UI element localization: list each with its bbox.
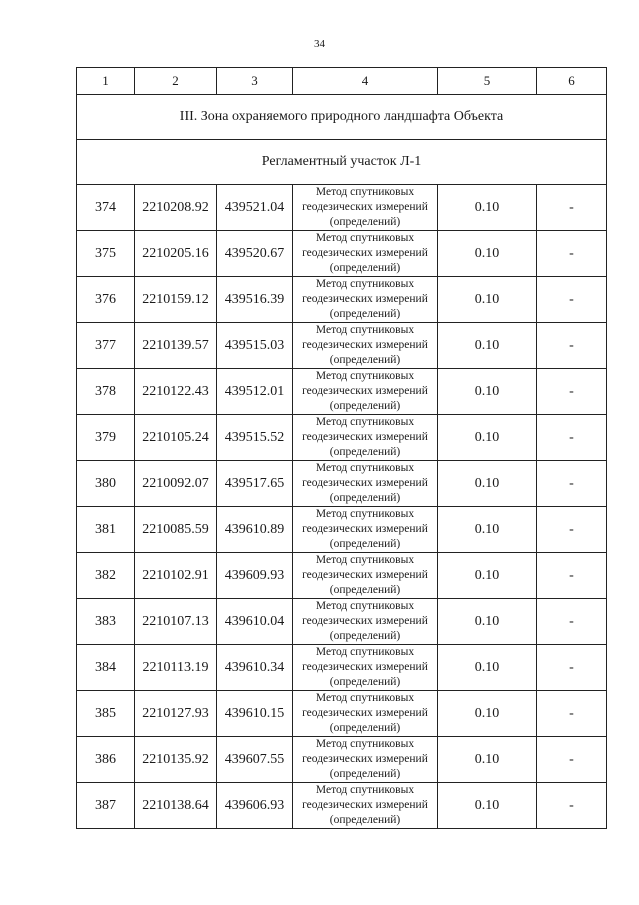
accuracy-cell: 0.10 [438,599,537,645]
column-header: 1 [77,68,135,95]
method-cell [293,645,438,691]
point-number-cell: 387 [77,783,135,829]
method-line: Метод спутниковых [315,232,415,244]
column-header: 3 [217,68,293,95]
method-cell [293,415,438,461]
method-line: Метод спутниковых [315,186,415,198]
point-number-cell: 381 [77,507,135,553]
method-line: геодезических измерений [302,201,428,213]
page-number: 34 [314,38,325,50]
table-row [77,553,607,599]
x-coordinate-cell: 2210107.13 [135,599,217,645]
note-cell: - [537,231,607,277]
note-cell: - [537,599,607,645]
method-cell [293,553,438,599]
method-cell [293,461,438,507]
note-cell: - [537,415,607,461]
y-coordinate-cell: 439515.52 [217,415,293,461]
method-line: (определений) [329,492,401,504]
method-line: геодезических измерений [302,615,428,627]
accuracy-cell: 0.10 [438,553,537,599]
note-cell: - [537,277,607,323]
y-coordinate-cell: 439521.04 [217,185,293,231]
method-line: Метод спутниковых [315,462,415,474]
method-line: геодезических измерений [302,661,428,673]
method-line: (определений) [329,630,401,642]
point-number-cell: 375 [77,231,135,277]
method-line: (определений) [329,262,401,274]
method-cell [293,231,438,277]
method-line: геодезических измерений [302,293,428,305]
method-line: (определений) [329,814,401,826]
accuracy-cell: 0.10 [438,415,537,461]
method-line: Метод спутниковых [315,784,415,796]
table-row [77,415,607,461]
method-line: геодезических измерений [302,247,428,259]
note-cell: - [537,507,607,553]
y-coordinate-cell: 439607.55 [217,737,293,783]
zone-title-row [77,95,607,140]
x-coordinate-cell: 2210113.19 [135,645,217,691]
accuracy-cell: 0.10 [438,231,537,277]
method-line: геодезических измерений [302,431,428,443]
method-line: геодезических измерений [302,477,428,489]
column-header: 2 [135,68,217,95]
accuracy-cell: 0.10 [438,507,537,553]
plot-title-row [77,140,607,185]
x-coordinate-cell: 2210138.64 [135,783,217,829]
note-cell: - [537,737,607,783]
table-row [77,185,607,231]
method-cell [293,323,438,369]
point-number-cell: 385 [77,691,135,737]
method-line: Метод спутниковых [315,600,415,612]
coordinates-table [76,67,607,829]
point-number-cell: 383 [77,599,135,645]
column-header: 4 [293,68,438,95]
point-number-cell: 384 [77,645,135,691]
table-row [77,507,607,553]
method-cell [293,507,438,553]
note-cell: - [537,783,607,829]
method-line: (определений) [329,722,401,734]
method-cell [293,277,438,323]
method-line: геодезических измерений [302,707,428,719]
method-line: геодезических измерений [302,569,428,581]
accuracy-cell: 0.10 [438,461,537,507]
x-coordinate-cell: 2210205.16 [135,231,217,277]
note-cell: - [537,645,607,691]
method-cell [293,737,438,783]
table-row [77,645,607,691]
accuracy-cell: 0.10 [438,737,537,783]
x-coordinate-cell: 2210102.91 [135,553,217,599]
method-line: (определений) [329,308,401,320]
method-line: Метод спутниковых [315,692,415,704]
note-cell: - [537,691,607,737]
accuracy-cell: 0.10 [438,783,537,829]
x-coordinate-cell: 2210208.92 [135,185,217,231]
method-line: геодезических измерений [302,753,428,765]
point-number-cell: 376 [77,277,135,323]
method-line: Метод спутниковых [315,416,415,428]
table-row [77,737,607,783]
note-cell: - [537,461,607,507]
x-coordinate-cell: 2210139.57 [135,323,217,369]
column-header: 6 [537,68,607,95]
method-line: (определений) [329,768,401,780]
method-line: геодезических измерений [302,385,428,397]
method-line: геодезических измерений [302,339,428,351]
accuracy-cell: 0.10 [438,277,537,323]
y-coordinate-cell: 439610.15 [217,691,293,737]
plot-title: Регламентный участок Л-1 [77,140,607,185]
method-line: (определений) [329,400,401,412]
table-row [77,231,607,277]
y-coordinate-cell: 439609.93 [217,553,293,599]
point-number-cell: 377 [77,323,135,369]
accuracy-cell: 0.10 [438,323,537,369]
method-cell [293,185,438,231]
method-line: (определений) [329,446,401,458]
y-coordinate-cell: 439516.39 [217,277,293,323]
accuracy-cell: 0.10 [438,369,537,415]
note-cell: - [537,553,607,599]
method-line: Метод спутниковых [315,646,415,658]
column-number-row [77,68,607,95]
table-row [77,461,607,507]
method-line: (определений) [329,354,401,366]
method-line: (определений) [329,538,401,550]
method-line: Метод спутниковых [315,324,415,336]
table-row [77,691,607,737]
method-line: (определений) [329,676,401,688]
method-line: геодезических измерений [302,523,428,535]
table-row [77,277,607,323]
note-cell: - [537,323,607,369]
table-row [77,323,607,369]
method-line: (определений) [329,584,401,596]
point-number-cell: 380 [77,461,135,507]
accuracy-cell: 0.10 [438,185,537,231]
y-coordinate-cell: 439512.01 [217,369,293,415]
x-coordinate-cell: 2210092.07 [135,461,217,507]
method-line: Метод спутниковых [315,738,415,750]
y-coordinate-cell: 439610.04 [217,599,293,645]
point-number-cell: 382 [77,553,135,599]
accuracy-cell: 0.10 [438,691,537,737]
y-coordinate-cell: 439606.93 [217,783,293,829]
x-coordinate-cell: 2210159.12 [135,277,217,323]
point-number-cell: 374 [77,185,135,231]
x-coordinate-cell: 2210127.93 [135,691,217,737]
zone-title: III. Зона охраняемого природного ландшафта Объекта [77,95,607,140]
x-coordinate-cell: 2210105.24 [135,415,217,461]
method-cell [293,369,438,415]
column-header: 5 [438,68,537,95]
table-row [77,599,607,645]
method-line: Метод спутниковых [315,278,415,290]
y-coordinate-cell: 439515.03 [217,323,293,369]
note-cell: - [537,185,607,231]
y-coordinate-cell: 439517.65 [217,461,293,507]
x-coordinate-cell: 2210085.59 [135,507,217,553]
y-coordinate-cell: 439610.89 [217,507,293,553]
method-line: геодезических измерений [302,799,428,811]
accuracy-cell: 0.10 [438,645,537,691]
method-cell [293,691,438,737]
point-number-cell: 386 [77,737,135,783]
y-coordinate-cell: 439610.34 [217,645,293,691]
y-coordinate-cell: 439520.67 [217,231,293,277]
point-number-cell: 378 [77,369,135,415]
method-line: (определений) [329,216,401,228]
method-line: Метод спутниковых [315,508,415,520]
point-number-cell: 379 [77,415,135,461]
method-cell [293,599,438,645]
method-line: Метод спутниковых [315,554,415,566]
x-coordinate-cell: 2210135.92 [135,737,217,783]
table-row [77,369,607,415]
table-row [77,783,607,829]
note-cell: - [537,369,607,415]
method-cell [293,783,438,829]
method-line: Метод спутниковых [315,370,415,382]
x-coordinate-cell: 2210122.43 [135,369,217,415]
